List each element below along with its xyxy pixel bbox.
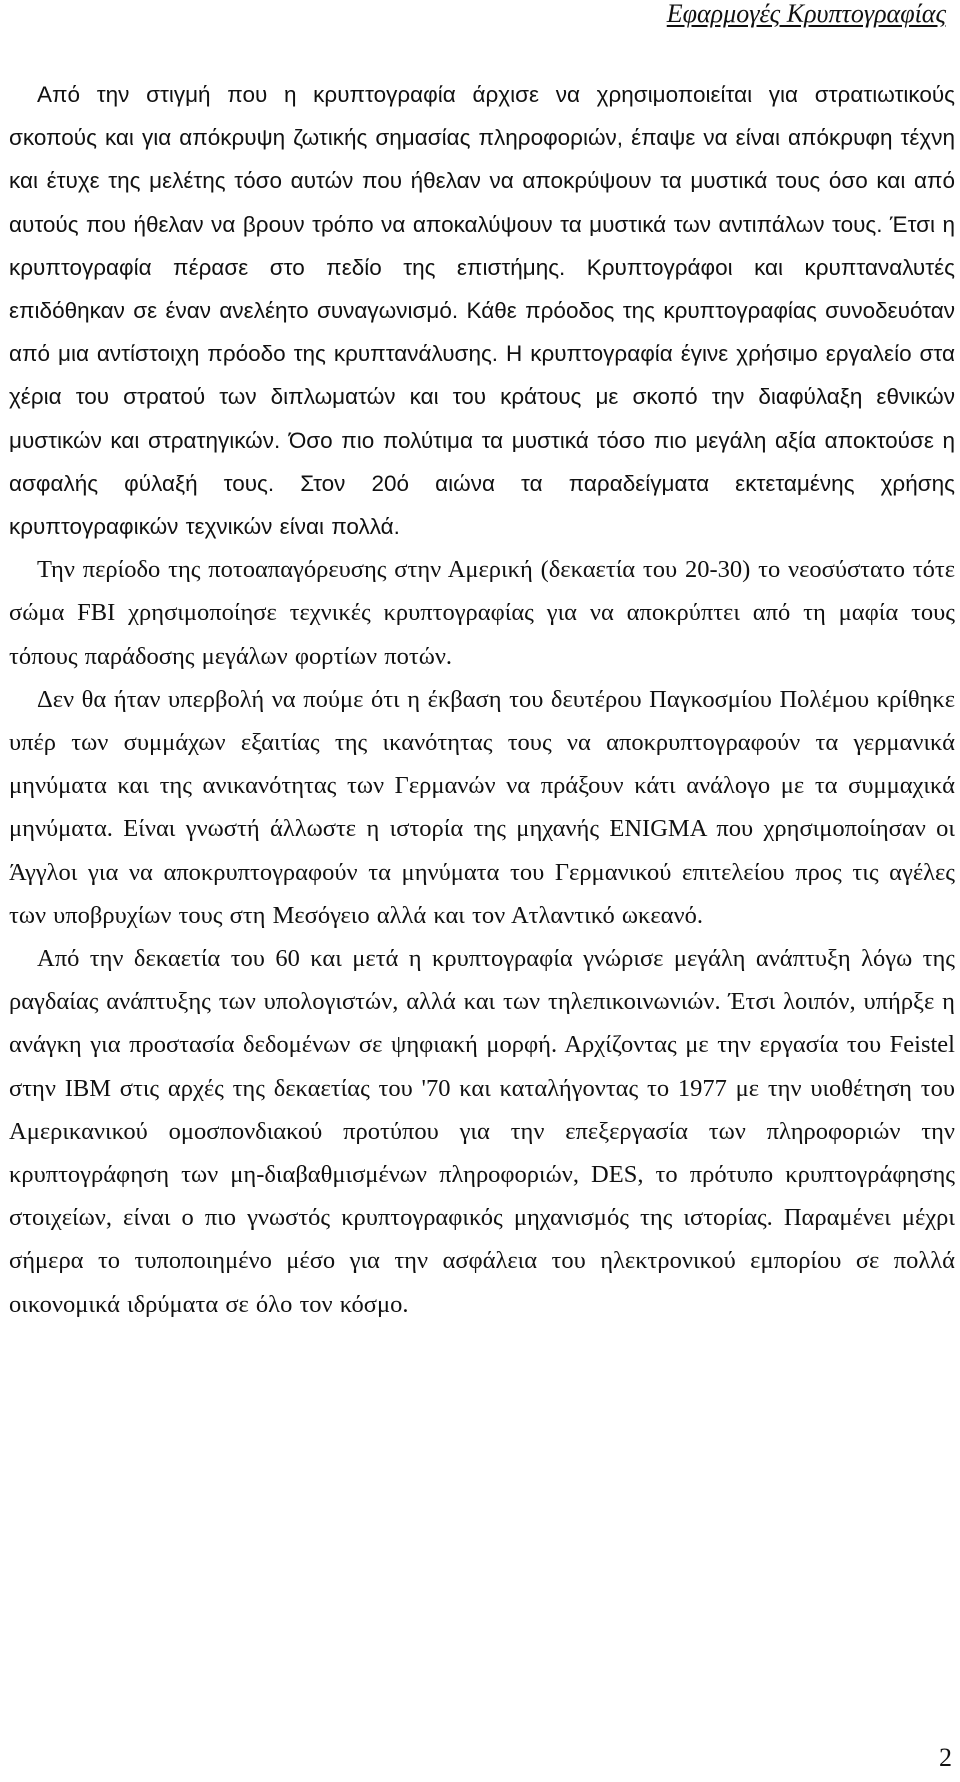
page-number: 2 [939, 1743, 952, 1772]
paragraph-computers-des: Από την δεκαετία του 60 και μετά η κρυπτογραφία γνώρισε μεγάλη ανάπτυξη λόγω της ραγδαίας ανάπτυξης των υπολογιστών, αλλά και των τηλεπικοινωνιών. Έτσι λοιπόν, υπήρξε η ανάγκη για προστασία δεδομένων σε ψηφιακή μορφή. Αρχίζοντας με την εργασία του Feistel στην IBM στις αρχές της δεκαετίας του '70 και καταλήγοντας το 1977 με την υιοθέτηση του Αμερικανικού ομοσπονδιακού προτύπου για την επεξεργασία των πληροφοριών την κρυπτογράφηση των μη-διαβαθμισμένων πληροφοριών, DES, το πρότυπο κρυπτογράφησης στοιχείων, είναι ο πιο γνωστός κρυπτογραφικός μηχανισμός της ιστορίας. Παραμένει μέχρι σήμερα το τυποποιημένο μέσο για την ασφάλεια του ηλεκτρονικού εμπορίου σε πολλά οικονομικά ιδρύματα σε όλο τον κόσμο. [9, 945, 955, 1318]
paragraph-history-of-cryptography: Από την στιγμή που η κρυπτογραφία άρχισε να χρησιμοποιείται για στρατιωτικούς σκοπούς και για απόκρυψη ζωτικής σημασίας πληροφοριών, έπαψε να είναι απόκρυφη τέχνη και έτυχε της μελέτης τόσο αυτών που ήθελαν να αποκρύψουν τα μυστικά τους όσο και από αυτούς που ήθελαν να βρουν τρόπο να αποκαλύψουν τα μυστικά των αντιπάλων τους. Έτσι η κρυπτογραφία πέρασε στο πεδίο της επιστήμης. Κρυπτογράφοι και κρυπταναλυτές επιδόθηκαν σε έναν ανελέητο συναγωνισμό. Κάθε πρόοδος της κρυπτογραφίας συνοδευόταν από μια αντίστοιχη πρόοδο της κρυπτανάλυσης. Η κρυπτογραφία έγινε χρήσιμο εργαλείο στα χέρια του στρατού των διπλωματών και του κράτους με σκοπό την διαφύλαξη εθνικών μυστικών και στρατηγικών. Όσο πιο πολύτιμα τα μυστικά τόσο πιο μεγάλη αξία αποκτούσε η ασφαλής φύλαξή τους. Στον 20ό αιώνα τα παραδείγματα εκτεταμένης χρήσης κρυπτογραφικών τεχνικών είναι πολλά. [9, 82, 955, 540]
paragraph-world-war-enigma: Δεν θα ήταν υπερβολή να πούμε ότι η έκβαση του δευτέρου Παγκοσμίου Πολέμου κρίθηκε υπέρ των συμμάχων εξαιτίας της ικανότητας τους να αποκρυπτογραφούν τα γερμανικά μηνύματα και της ανικανότητας των Γερμανών να πράξουν κάτι ανάλογο με τα συμμαχικά μηνύματα. Είναι γνωστή άλλωστε η ιστορία της μηχανής ENIGMA που χρησιμοποίησαν οι Άγγλοι για να αποκρυπτογραφούν τα μηνύματα του Γερμανικού επιτελείου προς τις αγέλες των υποβρυχίων τους στη Μεσόγειο αλλά και τον Ατλαντικό ωκεανό. [9, 685, 955, 929]
body-text [9, 73, 955, 1326]
paragraph-prohibition-fbi: Την περίοδο της ποτοαπαγόρευσης στην Αμερική (δεκαετία του 20-30) το νεοσύστατο τότε σώμα FBI χρησιμοποίησε τεχνικές κρυπτογραφίας για να αποκρύπτει από τη μαφία τους τόπους παράδοσης μεγάλων φορτίων ποτών. [9, 556, 955, 670]
running-header-title: Εφαρμογές Κρυπτογραφίας [666, 0, 946, 28]
